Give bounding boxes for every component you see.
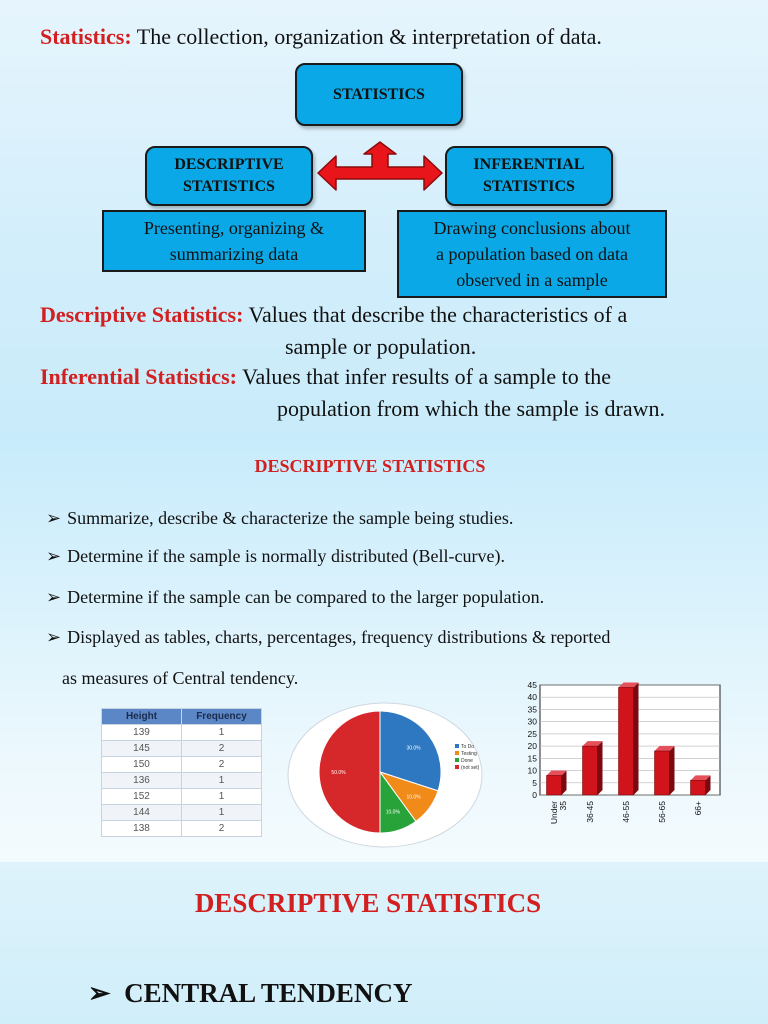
y-tick-label: 0 bbox=[532, 790, 537, 800]
inferential-statistics-definition bbox=[40, 362, 611, 392]
bar-side bbox=[670, 746, 675, 795]
inferential-desc-line3: observed in a sample bbox=[456, 270, 608, 290]
inferential-def-continuation: population from which the sample is drawn. bbox=[277, 396, 665, 421]
arrow-shape bbox=[318, 142, 442, 190]
legend-swatch bbox=[455, 765, 459, 769]
bullet-text: Summarize, describe & characterize the sample being studies. bbox=[67, 508, 514, 528]
slide-statistics-overview bbox=[0, 0, 768, 432]
bar-side bbox=[634, 682, 639, 795]
y-tick-label: 30 bbox=[527, 716, 537, 727]
table-cell: 152 bbox=[102, 789, 182, 805]
legend-label: Done bbox=[461, 758, 473, 764]
inferential-box-line1: INFERENTIAL bbox=[473, 156, 585, 173]
inferential-box-line2: STATISTICS bbox=[483, 178, 575, 195]
bar-chart bbox=[510, 678, 730, 858]
x-tick-label-part: 56-65 bbox=[657, 801, 667, 823]
bullet-item bbox=[46, 587, 544, 608]
table-row bbox=[102, 757, 262, 773]
legend-label: To Do bbox=[461, 744, 475, 750]
x-tick-label bbox=[549, 801, 568, 824]
bar bbox=[691, 780, 706, 795]
statistics-box-label: STATISTICS bbox=[333, 85, 425, 103]
y-tick-label: 20 bbox=[527, 741, 537, 752]
statistics-term: Statistics: bbox=[40, 24, 132, 49]
descriptive-box-line2: STATISTICS bbox=[183, 178, 275, 195]
x-tick-label bbox=[693, 801, 703, 815]
table-row bbox=[102, 773, 262, 789]
pie-value-label: 10.0% bbox=[406, 794, 421, 801]
x-tick-label-part: 66+ bbox=[693, 801, 703, 816]
central-tendency-text: CENTRAL TENDENCY bbox=[124, 978, 413, 1008]
table-header-height: Height bbox=[102, 709, 182, 725]
statistics-definition-text: The collection, organization & interpretation of data. bbox=[131, 24, 602, 49]
table-cell: 1 bbox=[182, 789, 262, 805]
bullet-arrow-icon: ➢ bbox=[46, 546, 62, 566]
table-cell: 139 bbox=[102, 725, 182, 741]
descriptive-desc-line1: Presenting, organizing & bbox=[143, 218, 325, 238]
y-tick-label: 35 bbox=[527, 704, 537, 715]
y-tick-label: 45 bbox=[527, 680, 537, 690]
double-arrow-connector bbox=[316, 140, 444, 192]
x-tick-label bbox=[657, 801, 667, 823]
bullet-arrow-icon: ➢ bbox=[88, 978, 111, 1008]
y-tick-label: 25 bbox=[527, 728, 537, 739]
table-cell: 1 bbox=[182, 725, 262, 741]
table-cell: 2 bbox=[182, 757, 262, 773]
frequency-table bbox=[101, 708, 262, 837]
y-tick-label: 40 bbox=[527, 692, 537, 703]
legend-swatch bbox=[455, 744, 459, 748]
slide-descriptive-statistics bbox=[0, 432, 768, 862]
table-row bbox=[102, 725, 262, 741]
bullet-text: Determine if the sample can be compared to the larger population. bbox=[67, 587, 545, 607]
table-cell: 2 bbox=[182, 821, 262, 837]
legend-label: (not set) bbox=[461, 765, 480, 771]
descriptive-term: Descriptive Statistics: bbox=[40, 302, 244, 327]
table-cell: 144 bbox=[102, 805, 182, 821]
table-row bbox=[102, 741, 262, 757]
table-cell: 136 bbox=[102, 773, 182, 789]
table-cell: 145 bbox=[102, 741, 182, 757]
y-tick-label: 10 bbox=[527, 765, 537, 776]
bullet-arrow-icon: ➢ bbox=[46, 627, 62, 647]
bullet-arrow-icon: ➢ bbox=[46, 587, 62, 607]
pie-chart bbox=[285, 700, 485, 850]
descriptive-desc-line2: summarizing data bbox=[169, 244, 299, 264]
statistics-box bbox=[295, 63, 463, 126]
central-tendency-bullet bbox=[88, 978, 412, 1009]
table-header-frequency: Frequency bbox=[182, 709, 262, 725]
legend-swatch bbox=[455, 758, 459, 762]
bullet-item bbox=[46, 546, 505, 567]
y-tick-label: 15 bbox=[527, 753, 537, 764]
inferential-def-line1: Values that infer results of a sample to the bbox=[236, 364, 612, 389]
table-row bbox=[102, 805, 262, 821]
table-cell: 138 bbox=[102, 821, 182, 837]
pie-value-label: 10.0% bbox=[385, 809, 400, 816]
bar bbox=[619, 687, 634, 795]
bar-side bbox=[598, 741, 603, 795]
statistics-definition bbox=[40, 24, 602, 50]
x-tick-label bbox=[621, 801, 631, 823]
slide-central-tendency bbox=[0, 862, 768, 1024]
table-cell: 1 bbox=[182, 805, 262, 821]
inferential-desc-line2: a population based on data bbox=[436, 244, 628, 264]
bullet-item bbox=[46, 508, 513, 529]
bar bbox=[583, 746, 598, 795]
legend-swatch bbox=[455, 751, 459, 755]
descriptive-def-continuation: sample or population. bbox=[285, 334, 477, 359]
bullet-arrow-icon: ➢ bbox=[46, 508, 62, 528]
bar bbox=[547, 775, 562, 795]
pie-value-label: 30.0% bbox=[406, 745, 421, 752]
slide2-title: DESCRIPTIVE STATISTICS bbox=[254, 456, 486, 476]
x-tick-label-part: 46-55 bbox=[621, 801, 631, 823]
x-tick-label bbox=[585, 801, 595, 823]
bullet-text: Displayed as tables, charts, percentages, frequency distributions & reported bbox=[67, 627, 611, 647]
bullet-text: Determine if the sample is normally distributed (Bell-curve). bbox=[67, 546, 505, 566]
inferential-statistics-box bbox=[445, 146, 613, 206]
y-tick-label: 5 bbox=[532, 777, 537, 788]
pie-value-label: 50.0% bbox=[331, 770, 346, 776]
descriptive-box-line1: DESCRIPTIVE bbox=[174, 156, 284, 173]
legend-label: Testing bbox=[461, 751, 477, 757]
inferential-description-box bbox=[397, 210, 667, 298]
descriptive-statistics-definition bbox=[40, 300, 627, 330]
x-tick-label-part: 35 bbox=[558, 801, 568, 811]
table-cell: 1 bbox=[182, 773, 262, 789]
inferential-term: Inferential Statistics: bbox=[40, 364, 237, 389]
descriptive-description-box bbox=[102, 210, 366, 272]
inferential-desc-line1: Drawing conclusions about bbox=[433, 218, 631, 238]
slide3-title: DESCRIPTIVE STATISTICS bbox=[194, 888, 542, 918]
table-row bbox=[102, 821, 262, 837]
x-tick-label-part: Under bbox=[549, 801, 559, 825]
x-tick-label-part: 36-45 bbox=[585, 801, 595, 823]
table-cell: 150 bbox=[102, 757, 182, 773]
bullet-continuation: as measures of Central tendency. bbox=[62, 668, 299, 688]
table-row bbox=[102, 789, 262, 805]
descriptive-def-line1: Values that describe the characteristics of a bbox=[243, 302, 628, 327]
bar bbox=[655, 751, 670, 795]
descriptive-statistics-box bbox=[145, 146, 313, 206]
bullet-item bbox=[46, 627, 610, 648]
table-cell: 2 bbox=[182, 741, 262, 757]
